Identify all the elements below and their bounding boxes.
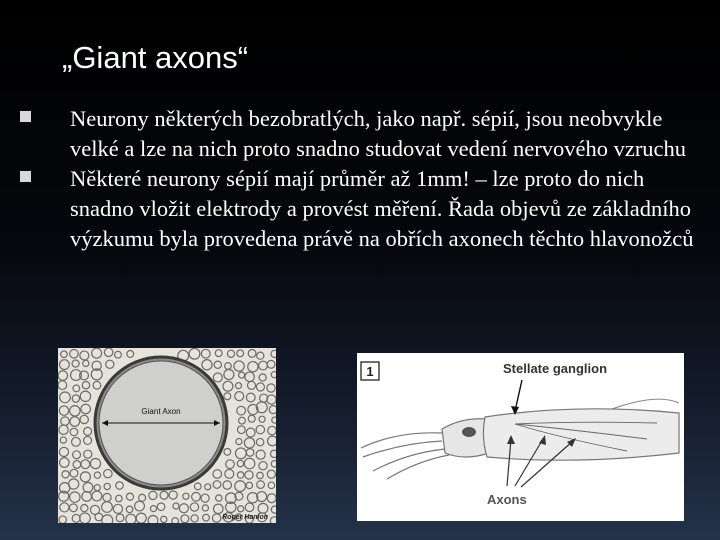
photo-credit: Roger Hanlon xyxy=(222,514,268,521)
giant-axon-micrograph xyxy=(58,348,276,523)
square-bullet-icon xyxy=(20,111,31,122)
square-bullet-icon xyxy=(20,171,31,182)
axons-label: Axons xyxy=(487,492,527,507)
slide-title: „Giant axons“ xyxy=(62,40,249,75)
bullet-item xyxy=(20,164,710,254)
bullet-text: Neurony některých bezobratlých, jako např. sépií, jsou neobvykle velké a lze na nich proto snadno studovat vedení nervového vzruchu xyxy=(70,106,687,161)
bullet-text: Některé neurony sépií mají průměr až 1mm! – lze proto do nich snadno vložit elektrody a provést měření. Řada objevů ze základního výzkumu byla provedena právě na obřích axonech těchto hlavonožců xyxy=(70,166,694,251)
micrograph-image xyxy=(58,348,276,523)
bullet-list xyxy=(20,104,710,254)
squid-diagram xyxy=(357,353,684,521)
diagram-number: 1 xyxy=(366,364,374,379)
stellate-ganglion-label: Stellate ganglion xyxy=(503,361,608,376)
giant-axon-label: Giant Axon xyxy=(141,407,181,416)
bullet-item xyxy=(20,104,710,164)
squid-illustration xyxy=(357,353,684,521)
